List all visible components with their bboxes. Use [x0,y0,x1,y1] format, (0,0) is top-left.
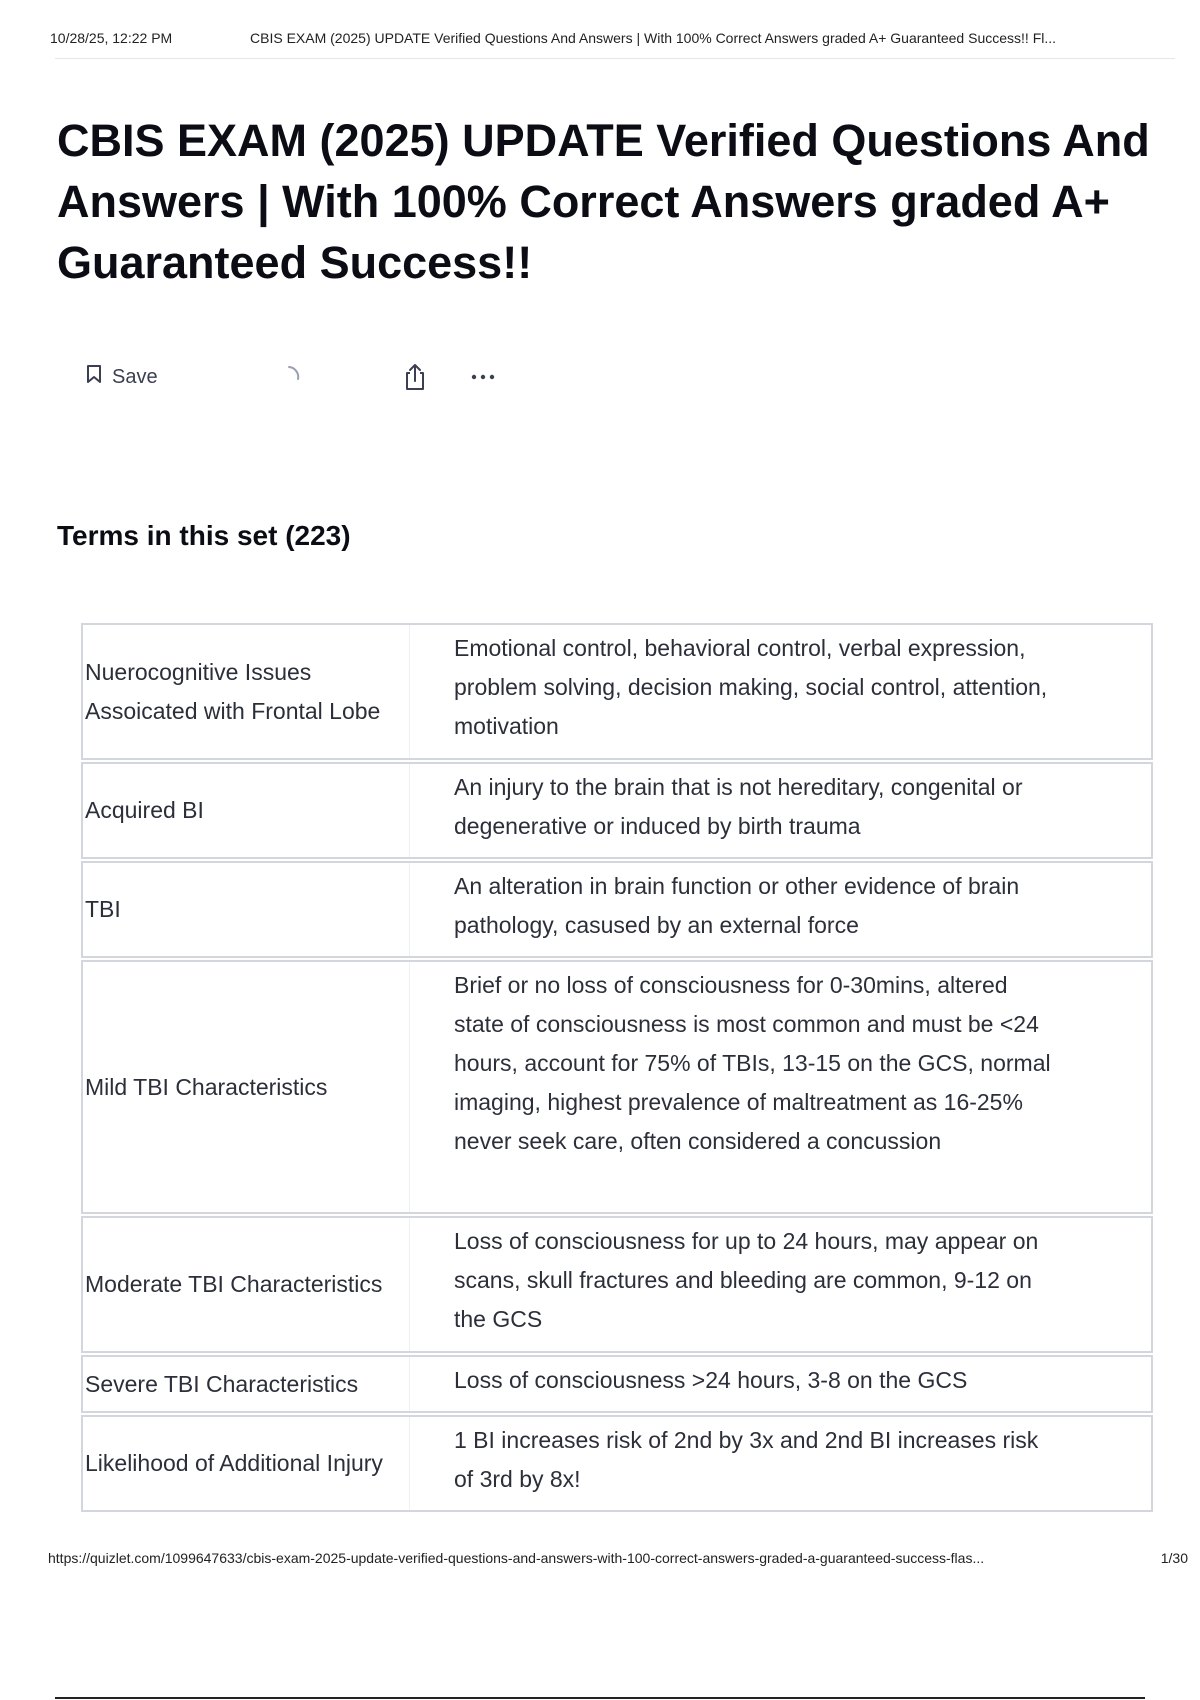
definition-cell: Loss of consciousness for up to 24 hours, may appear on scans, skull fractures and bleeding are common, 9-12 on the GCS [454,1228,1039,1332]
share-icon[interactable] [398,360,432,394]
page-url: https://quizlet.com/1099647633/cbis-exam-2025-update-verified-questions-and-answers-with-100-correct-answers-graded-a-guaranteed-success-flas... [48,1550,985,1566]
print-date: 10/28/25, 12:22 PM [50,30,173,46]
definition-cell: 1 BI increases risk of 2nd by 3x and 2nd BI increases risk of 3rd by 8x! [454,1427,1039,1492]
page-number: 1/30 [1160,1550,1188,1566]
print-document-title: CBIS EXAM (2025) UPDATE Verified Questions And Answers | With 100% Correct Answers graded A+ Guaranteed Success!! Fl... [250,30,1057,46]
term-row [81,762,1153,859]
action-bar [86,360,526,394]
save-button[interactable] [86,360,158,394]
term-row [81,623,1153,760]
term-row [81,1216,1153,1353]
term-row [81,1415,1153,1512]
bookmark-icon [86,364,102,390]
definition-cell: Loss of consciousness >24 hours, 3-8 on the GCS [454,1367,968,1393]
term-cell: Moderate TBI Characteristics [83,1218,410,1351]
more-icon[interactable] [466,360,500,394]
term-cell: Mild TBI Characteristics [83,962,410,1212]
header-divider [55,58,1175,59]
loading-spinner-icon [276,364,302,390]
term-cell: Acquired BI [83,764,410,857]
term-cell: Nuerocognitive Issues Assoicated with Frontal Lobe [83,625,410,758]
term-row [81,861,1153,958]
term-cell: Severe TBI Characteristics [83,1357,410,1411]
terms-table [81,623,1153,1514]
bottom-divider [55,1697,1145,1699]
term-row [81,1355,1153,1413]
save-label: Save [112,365,158,388]
term-cell: TBI [83,863,410,956]
term-row [81,960,1153,1214]
page-title: CBIS EXAM (2025) UPDATE Verified Questions And Answers | With 100% Correct Answers graded A+ Guaranteed Success!! [57,115,1150,288]
term-cell: Likelihood of Additional Injury [83,1417,410,1510]
definition-cell: An injury to the brain that is not hereditary, congenital or degenerative or induced by birth trauma [454,774,1023,839]
definition-cell: An alteration in brain function or other evidence of brain pathology, casused by an external force [454,873,1020,938]
definition-cell: Emotional control, behavioral control, verbal expression, problem solving, decision making, social control, attention, motivation [454,635,1048,739]
terms-heading: Terms in this set (223) [57,520,351,551]
definition-cell: Brief or no loss of consciousness for 0-30mins, altered state of consciousness is most common and must be <24 hours, account for 75% of TBIs, 13-15 on the GCS, normal imaging, highest prevalence of maltreatment as 16-25% never seek care, often considered a concussion [454,972,1051,1154]
